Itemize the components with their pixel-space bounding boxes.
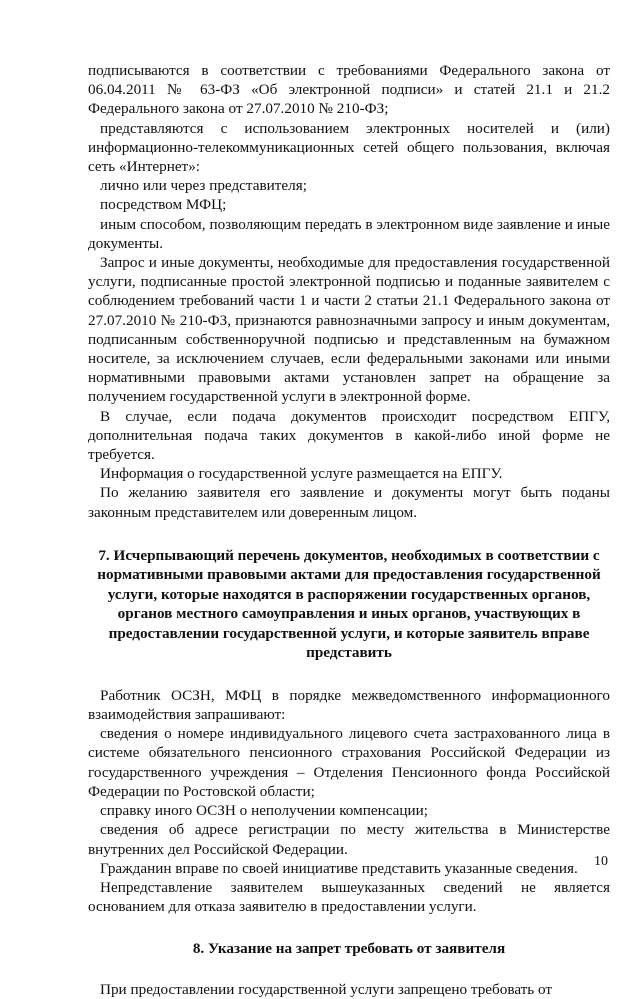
page-number: 10 bbox=[594, 854, 608, 869]
section-7-heading: 7. Исчерпывающий перечень документов, необходимых в соответствии с нормативными правовыми актами для предоставления государственной услуги, которые находятся в распоряжении государственных органов, органов местного самоуправления и иных органов, участвующих в предоставлении государственной услуги, и которые заявитель вправе представить bbox=[97, 546, 601, 662]
paragraph: сведения о номере индивидуального лицевого счета застрахованного лица в системе обязательного пенсионного страхования Российской Федерации из государственного учреждения – Отделения Пенсионного фонда Российской Федерации по Ростовской области; bbox=[88, 725, 610, 800]
paragraph: По желанию заявителя его заявление и документы могут быть поданы законным представителем или доверенным лицом. bbox=[88, 484, 610, 521]
paragraph: справку иного ОСЗН о неполучении компенсации; bbox=[100, 802, 428, 820]
paragraph: сведения об адресе регистрации по месту жительства в Министерстве внутренних дел Российской Федерации. bbox=[88, 821, 610, 858]
paragraph: лично или через представителя; bbox=[100, 177, 307, 195]
paragraph: Информация о государственной услуге размещается на ЕПГУ. bbox=[100, 465, 503, 483]
paragraph: представляются с использованием электронных носителей и (или) информационно-телекоммуникационных сетей общего пользования, включая сеть «Интернет»: bbox=[88, 119, 610, 176]
paragraph: В случае, если подача документов происходит посредством ЕПГУ, дополнительная подача таких документов в какой-либо иной форме не требуется. bbox=[88, 407, 610, 464]
paragraph: подписываются в соответствии с требованиями Федерального закона от 06.04.2011 № 63-ФЗ «Об электронной подписи» и статей 21.1 и 21.2 Федерального закона от 27.07.2010 № 210-ФЗ; bbox=[88, 62, 610, 118]
paragraph: Работник ОСЗН, МФЦ в порядке межведомственного информационного взаимодействия запрашивают: bbox=[88, 686, 610, 724]
paragraph: При предоставлении государственной услуги запрещено требовать от bbox=[100, 980, 553, 998]
paragraph: посредством МФЦ; bbox=[100, 196, 227, 214]
paragraph: Непредставление заявителем вышеуказанных сведений не является основанием для отказа заявителю в предоставлении услуги. bbox=[88, 878, 610, 916]
paragraph: Гражданин вправе по своей инициативе представить указанные сведения. bbox=[100, 859, 578, 877]
section-8-heading: 8. Указание на запрет требовать от заявителя bbox=[192, 940, 506, 958]
paragraph: Запрос и иные документы, необходимые для предоставления государственной услуги, подписанные простой электронной подписью и поданные заявителем с соблюдением требований части 1 и части 2 статьи 21.1 Федерального закона от 27.07.2010 № 210-ФЗ, признаются равнозначными запросу и иным документам, подписанным собственноручной подписью и представленным на бумажном носителе, за исключением случаев, если федеральными законами или иными нормативными правовыми актами установлен запрет на обращение за получением государственной услуги в электронной форме. bbox=[88, 254, 610, 406]
paragraph: иным способом, позволяющим передать в электронном виде заявление и иные документы. bbox=[88, 215, 610, 252]
page-content bbox=[88, 61, 610, 999]
